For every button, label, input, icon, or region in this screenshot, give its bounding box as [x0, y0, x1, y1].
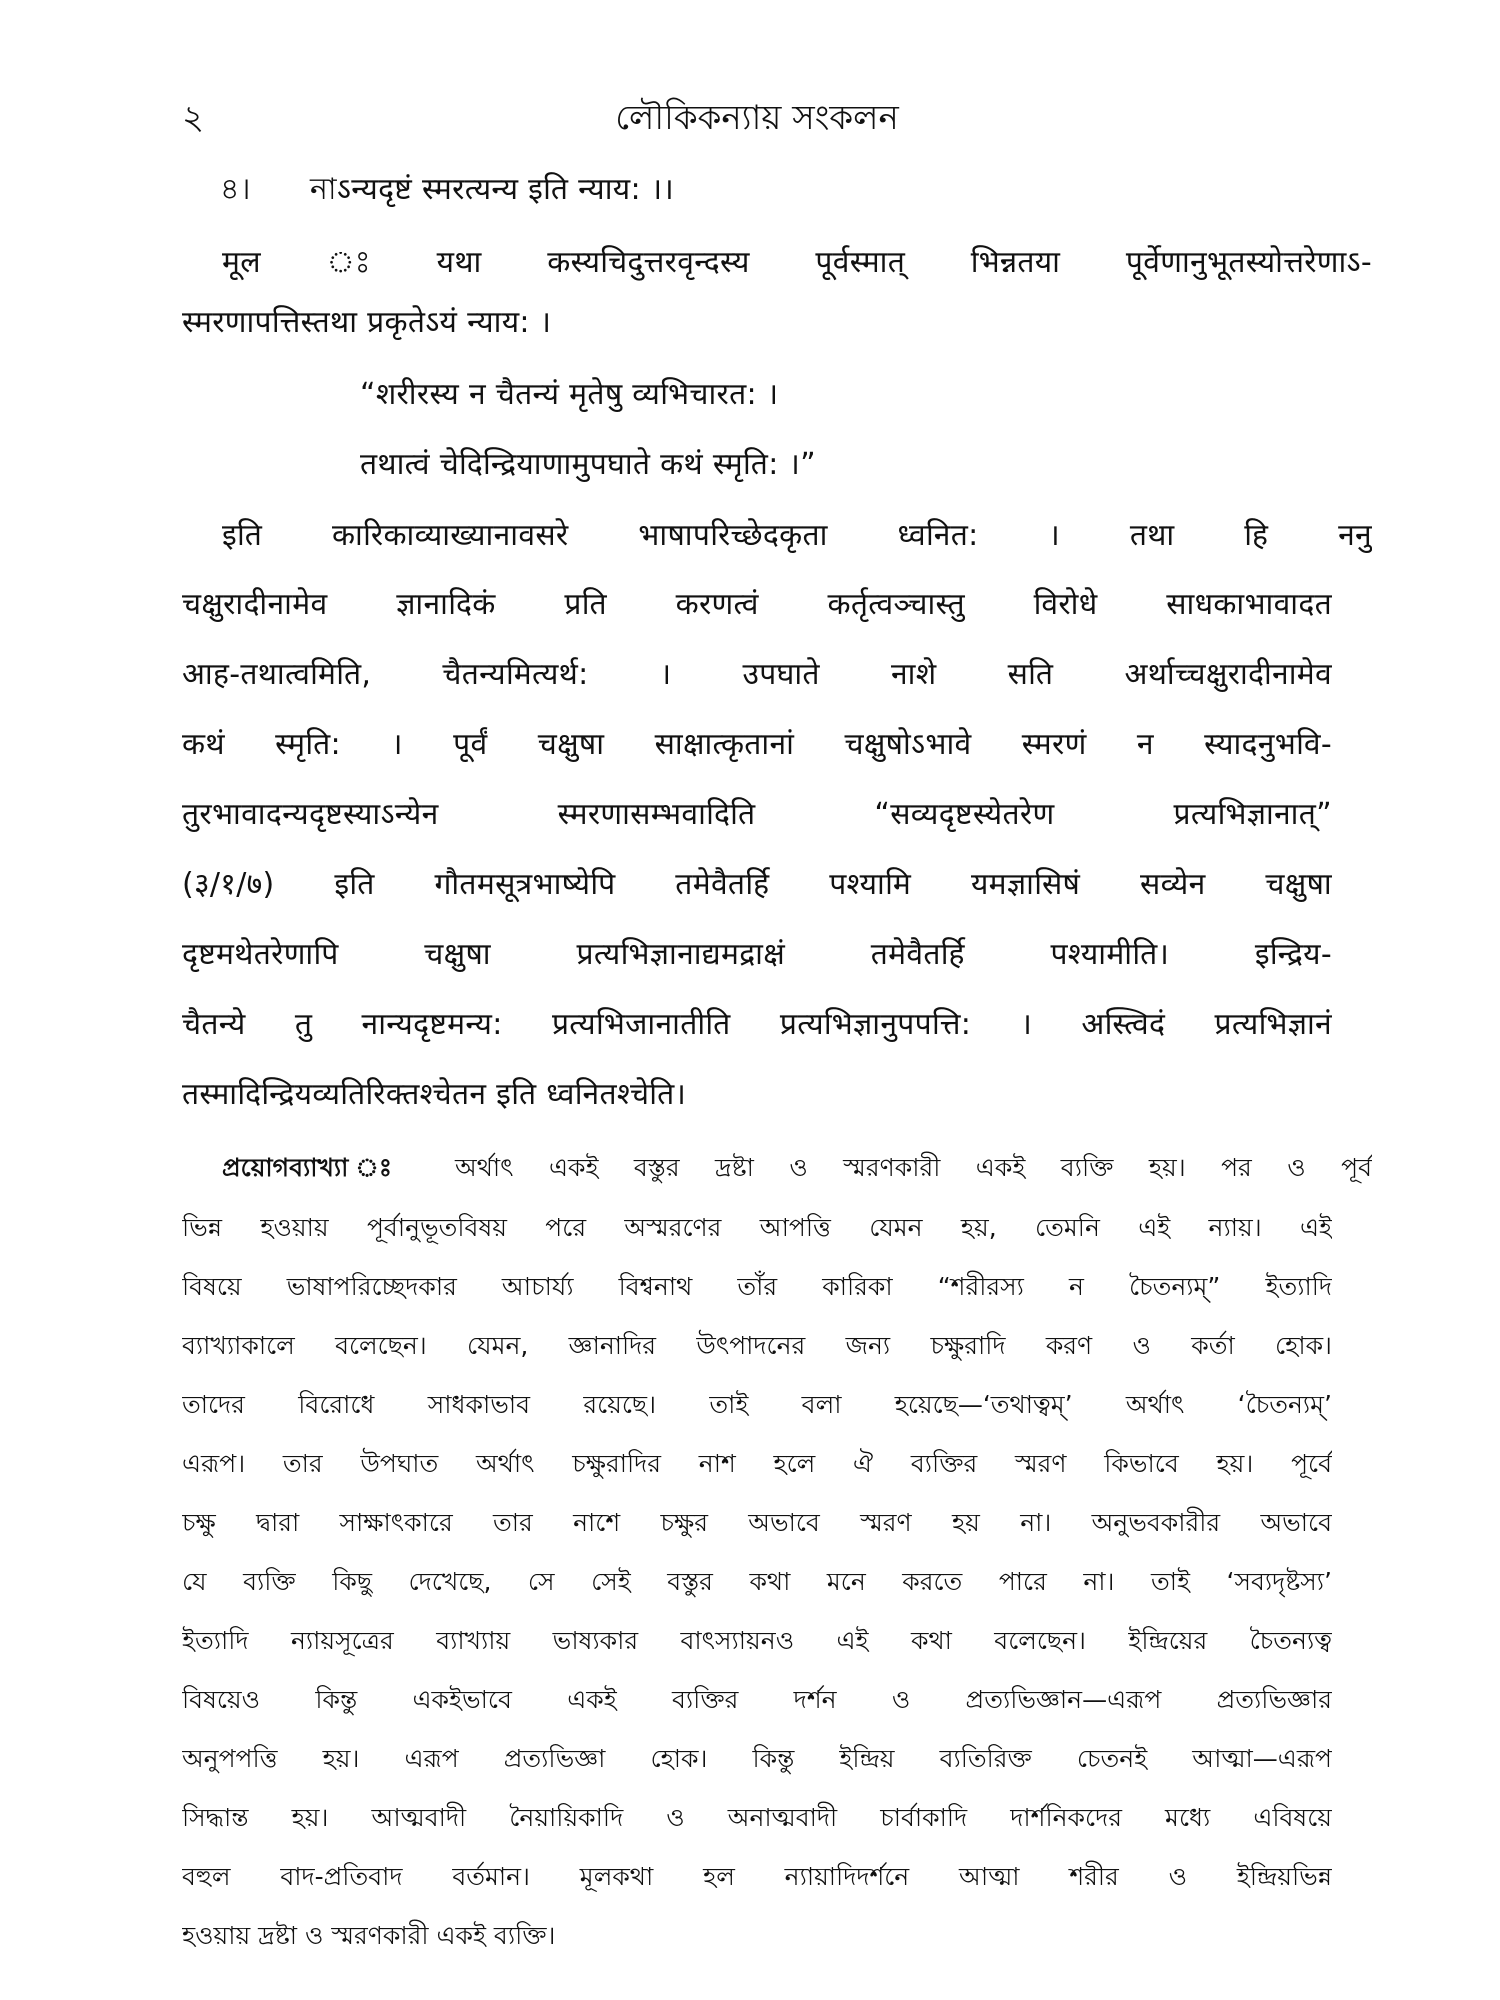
prayoga-line: তাদের বিরোধে সাধকাভাব রয়েছে। তাই বলা হয়েছে—‘তথাত্বম্’ অর্থাৎ ‘চৈতন্যম্’ [182, 1390, 1332, 1419]
commentary-line: इति कारिकाव्याख्यानावसरे भाषापरिच्छेदकृता ध्वनित: । तथा हि ननु [222, 518, 1372, 553]
prayoga-line: অনুপপত্তি হয়। এরূপ প্রত্যভিজ্ঞা হোক। কিন্তু ইন্দ্রিয় ব্যতিরিক্ত চেতনই আত্মা—এরূপ [182, 1744, 1332, 1773]
prayoga-text: অর্থাৎ একই বস্তুর দ্রষ্টা ও স্মরণকারী একই ব্যক্তি হয়। পর ও পূর্ব [455, 1153, 1372, 1182]
prayoga-line: বহুল বাদ-প্রতিবাদ বর্তমান। মূলকথা হল ন্যায়াদিদর্শনে আত্মা শরীর ও ইন্দ্রিয়ভিন্ন [182, 1862, 1332, 1891]
commentary-line: चक्षुरादीनामेव ज्ञानादिकं प्रति करणत्वं कर्तृत्वञ्चास्तु विरोधे साधकाभावादत [182, 587, 1332, 622]
commentary-line: तुरभावादन्यदृष्टस्याऽन्येन स्मरणासम्भवादिति “सव्यदृष्टस्येतरेण प्रत्यभिज्ञानात्” [182, 797, 1332, 832]
page-number: ২ [182, 98, 205, 138]
mula-line: स्मरणापत्तिस्तथा प्रकृतेऽयं न्याय: । [182, 305, 552, 340]
verse-line: “शरीरस्य न चैतन्यं मृतेषु व्यभिचारत: । [360, 377, 779, 412]
commentary-line: तस्मादिन्द्रियव्यतिरिक्तश्चेतन इति ध्वनितश्चेति। [182, 1077, 687, 1112]
commentary-line: आह-तथात्वमिति, चैतन्यमित्यर्थ: । उपघाते नाशे सति अर्थाच्चक्षुरादीनामेव [182, 657, 1332, 692]
prayoga-line: ব্যাখ্যাকালে বলেছেন। যেমন, জ্ঞানাদির উৎপাদনের জন্য চক্ষুরাদি করণ ও কর্তা হোক। [182, 1331, 1332, 1360]
section-number: ৪। [220, 172, 251, 207]
mula-line: मूल ঃ यथा कस्यचिदुत्तरवृन्दस्य पूर्वस्मात् भिन्नतया पूर्वेणानुभूतस्योत्तरेणाऽ- [222, 245, 1372, 280]
prayoga-line: হওয়ায় দ্রষ্টা ও স্মরণকারী একই ব্যক্তি। [182, 1921, 556, 1950]
section-title: নাऽन्यदृष्टं स्मरत्यन्य इति न्याय: ।। [310, 172, 675, 207]
prayoga-label: প্রয়োগব্যাখ্যা ঃ [222, 1153, 420, 1182]
prayoga-line: বিষয়ে ভাষাপরিচ্ছেদকার আচার্য্য বিশ্বনাথ তাঁর কারিকা “শরীরস্য ন চৈতন্যম্” ইত্যাদি [182, 1272, 1332, 1301]
commentary-line: कथं स्मृति: । पूर्वं चक्षुषा साक्षात्कृतानां चक्षुषोऽभावे स्मरणं न स्यादनुभवि- [182, 727, 1332, 762]
prayoga-line: বিষয়েও কিন্তু একইভাবে একই ব্যক্তির দর্শন ও প্রত্যভিজ্ঞান—এরূপ প্রত্যভিজ্ঞার [182, 1685, 1332, 1714]
commentary-line: दृष्टमथेतरेणापि चक्षुषा प्रत्यभिज्ञानाद्यमद्राक्षं तमेवैतर्हि पश्यामीति। इन्द्रिय- [182, 937, 1332, 972]
section-heading [220, 165, 1370, 216]
commentary-line: (३/१/७) इति गौतमसूत्रभाष्येपि तमेवैतर्हि पश्यामि यमज्ञासिषं सव्येन चक्षुषा [182, 867, 1332, 902]
verse-line: तथात्वं चेदिन्द्रियाणामुपघाते कथं स्मृति: ।” [360, 447, 816, 482]
prayoga-line: এরূপ। তার উপঘাত অর্থাৎ চক্ষুরাদির নাশ হলে ঐ ব্যক্তির স্মরণ কিভাবে হয়। পূর্বে [182, 1449, 1332, 1478]
prayoga-line: সিদ্ধান্ত হয়। আত্মবাদী নৈয়ায়িকাদি ও অনাত্মবাদী চার্বাকাদি দার্শনিকদের মধ্যে এবিষয়ে [182, 1803, 1332, 1832]
page-header [182, 92, 1332, 152]
prayoga-line: ভিন্ন হওয়ায় পূর্বানুভূতবিষয় পরে অস্মরণের আপত্তি যেমন হয়, তেমনি এই ন্যায়। এই [182, 1213, 1332, 1242]
prayoga-first-line [222, 1148, 1372, 1191]
running-title: লৌকিকন্যায় সংকলন [615, 98, 899, 138]
prayoga-line: চক্ষু দ্বারা সাক্ষাৎকারে তার নাশে চক্ষুর অভাবে স্মরণ হয় না। অনুভবকারীর অভাবে [182, 1508, 1332, 1537]
commentary-line: चैतन्ये तु नान्यदृष्टमन्य: प्रत्यभिजानातीति प्रत्यभिज्ञानुपपत्ति: । अस्त्विदं प्रत्यभिज्ञानं [182, 1007, 1332, 1042]
prayoga-line: ইত্যাদি ন্যায়সূত্রের ব্যাখ্যায় ভাষ্যকার বাৎস্যায়নও এই কথা বলেছেন। ইন্দ্রিয়ের চৈতন্যত্ব [182, 1626, 1332, 1655]
prayoga-line: যে ব্যক্তি কিছু দেখেছে, সে সেই বস্তুর কথা মনে করতে পারে না। তাই ‘সব্যদৃষ্টস্য’ [182, 1567, 1332, 1596]
